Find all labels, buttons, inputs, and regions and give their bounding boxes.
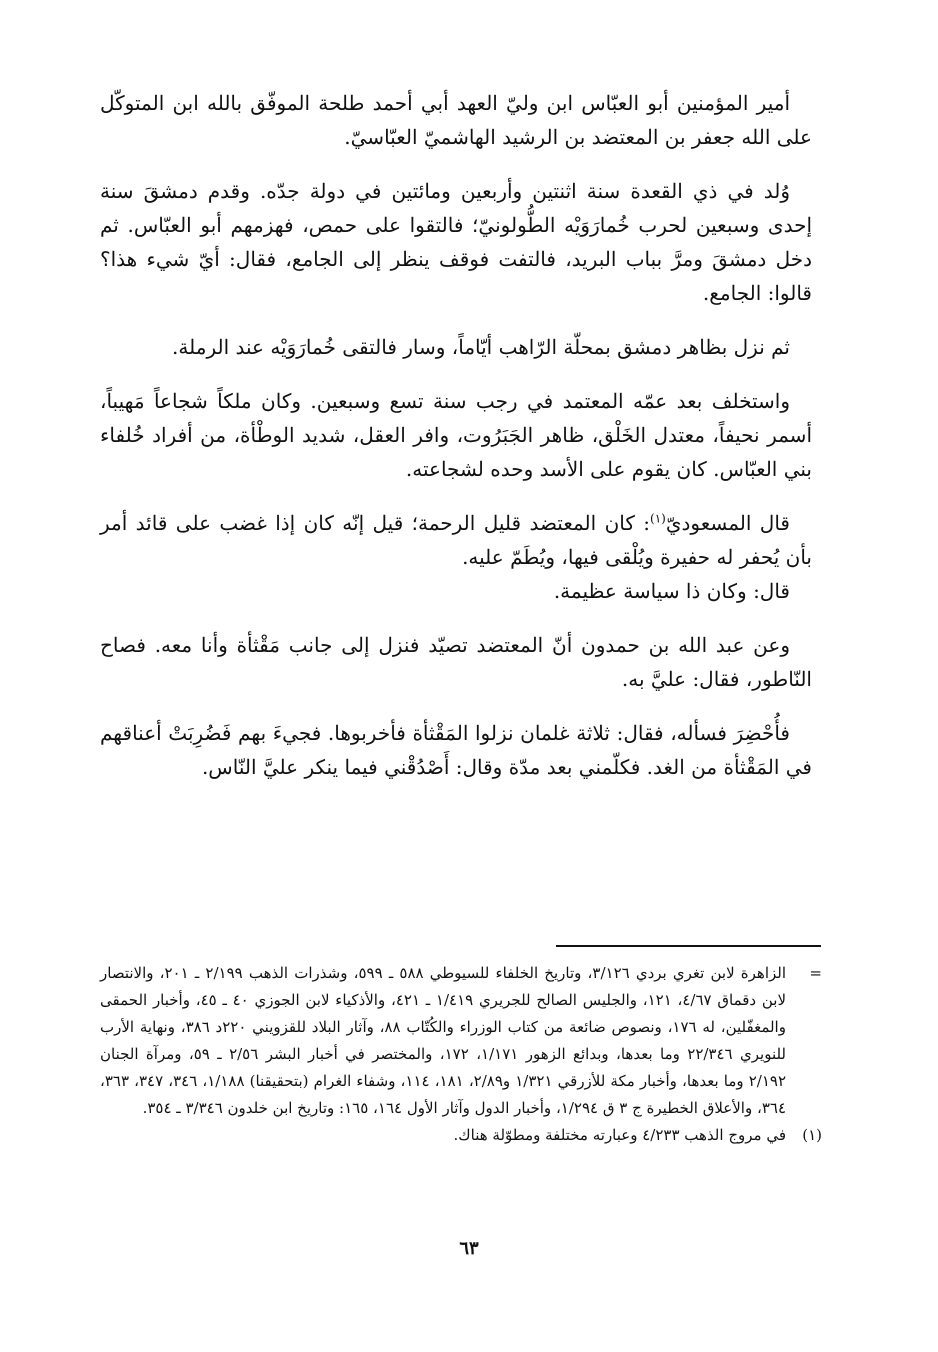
paragraph-policy: قال: وكان ذا سياسة عظيمة. [553,579,790,603]
paragraph-ibn-hamdun: وعن عبد الله بن حمدون أنّ المعتضد تصيّد فنزل إلى جانب مَقْثأة وأنا معه. فصاح النّاطور، فقال: عليَّ به. [100,633,812,691]
paragraph-birth: وُلد في ذي القعدة سنة اثنتين وأربعين ومائتين في دولة جدّه. وقدم دمشقَ سنة إحدى وسبعين لحرب خُمارَوَيْه الطُّولونيّ؛ فالتقوا على حمص، فهزمهم أبو العبّاس. ثم دخل دمشقَ ومرَّ بباب البريد، فالتفت فوقف ينظر إلى الجامع، فقال: أيّ شيء هذا؟ قالوا: الجامع. [100,179,812,305]
footnotes [100,960,822,1149]
paragraph-accession: واستخلف بعد عمّه المعتمد في رجب سنة تسع وسبعين. وكان ملكاً شجاعاً مَهيباً، أسمر نحيفاً، معتدل الخَلْق، ظاهر الجَبَرُوت، وافر العقل، شديد الوطْأة، من أفراد خُلفاء بني العبّاس. كان يقوم على الأسد وحده لشجاعته. [100,389,812,481]
masudi-quote: : كان المعتضد قليل الرحمة؛ قيل إنّه كان إذا غضب على قائد أمر بأن يُحفر له حفيرة ويُلْقى فيها، ويُطَمّ عليه. [100,511,812,569]
footnote-separator [556,945,821,947]
main-text [100,86,812,804]
paragraph-ramla: ثم نزل بظاهر دمشق بمحلّة الرّاهب أيّاماً، وسار فالتقى خُمارَوَيْه عند الرملة. [172,335,790,359]
footnote-reference: (١) [650,511,666,526]
footnote-1 [100,1122,822,1149]
page-number: ٦٣ [459,1238,479,1259]
paragraph-execution: فأُحْضِرَ فسأله، فقال: ثلاثة غلمان نزلوا المَقْثأة فأخربوها. فجيءَ بهم فَضُرِبَتْ أعناقهم في المَقْثأة من الغد. فكلّمني بعد مدّة وقال: أَصْدُقْني فيما ينكر عليَّ النّاس. [100,721,812,779]
footnote-continuation [100,960,822,1122]
footnote-continuation-text: الزاهرة لابن تغري بردي ٣/١٢٦، وتاريخ الخلفاء للسيوطي ٥٨٨ ـ ٥٩٩، وشذرات الذهب ٢/١٩٩ ـ ٢٠١، والانتصار لابن دقماق ٤/٦٧، ١٢١، والجليس الصالح للجريري ١/٤١٩ ـ ٤٢١، والأذكياء لابن الجوزي ٤٠ ـ ٤٥، وأخبار الحمقى والمغفّلين، له ١٧٦، ونصوص ضائعة من كتاب الوزراء والكُتّاب ٨٨، وآثار البلاد للقزويني ٢٢٠د ٣٨٦، ونهاية الأرب للنويري ٢٢/٣٤٦ وما بعدها، وبدائع الزهور ١/١٧١، ١٧٢، والمختصر في أخبار البشر ٢/٥٦ ـ ٥٩، ومرآة الجنان ٢/١٩٢ وما بعدها، وأخبار مكة للأزرقي ١/٣٢١ و٢/٨٩، ١٨١، ١١٤، وشفاء الغرام (بتحقيقنا) ١/١٨٨، ٣٤٦، ٣٤٧، ٣٦٣، ٣٦٤، والأعلاق الخطيرة ج ٣ ق ١/٢٩٤، وأخبار الدول وآثار الأول ١٦٤، ١٦٥: وتاريخ ابن خلدون ٣/٣٤٦ ـ ٣٥٤. [100,964,787,1117]
paragraph-caliph-name: أمير المؤمنين أبو العبّاس ابن وليّ العهد أبي أحمد طلحة الموفّق بالله ابن المتوكّل على الله جعفر بن المعتضد بن الرشيد الهاشميّ العبّاسيّ. [100,91,812,149]
footnote-continuation-marker: = [809,964,822,982]
masudi-lead: قال المسعوديّ [665,511,790,535]
footnote-1-text: في مروج الذهب ٤/٢٣٣ وعبارته مختلفة ومطوّلة هناك. [453,1126,786,1144]
paragraph-masudi [100,506,812,574]
footnote-1-marker: (١) [802,1126,822,1144]
